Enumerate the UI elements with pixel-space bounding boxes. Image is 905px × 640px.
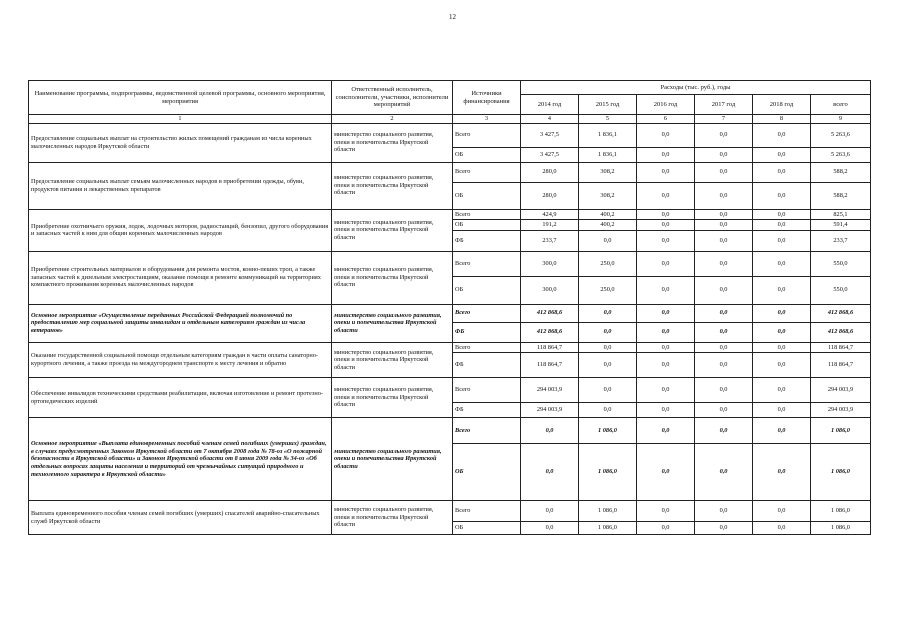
executor: министерство социального развития, опеки и попечительства Иркутской области xyxy=(332,162,453,209)
year-value: 0,0 xyxy=(753,230,811,251)
column-number: 6 xyxy=(637,115,695,124)
total-value: 1 086,0 xyxy=(811,501,871,522)
year-value: 0,0 xyxy=(637,209,695,220)
year-value: 0,0 xyxy=(695,251,753,276)
year-value: 400,2 xyxy=(579,220,637,231)
total-value: 1 086,0 xyxy=(811,444,871,501)
year-value: 0,0 xyxy=(695,353,753,378)
funding-source: Всего xyxy=(453,378,521,403)
year-value: 1 086,0 xyxy=(579,522,637,535)
total-value: 412 868,6 xyxy=(811,304,871,322)
year-value: 0,0 xyxy=(637,378,695,403)
column-number: 7 xyxy=(695,115,753,124)
total-value: 550,0 xyxy=(811,251,871,276)
total-value: 825,1 xyxy=(811,209,871,220)
executor: министерство социального развития, опеки и попечительства Иркутской области xyxy=(332,304,453,342)
year-value: 0,0 xyxy=(695,123,753,147)
funding-source: ФБ xyxy=(453,403,521,418)
year-value: 424,9 xyxy=(521,209,579,220)
executor: министерство социального развития, опеки и попечительства Иркутской области xyxy=(332,501,453,535)
column-number: 9 xyxy=(811,115,871,124)
year-value: 0,0 xyxy=(579,304,637,322)
year-value: 0,0 xyxy=(753,501,811,522)
activity-name: Основное мероприятие «Выплата единовременных пособий членам семей погибших (умерших) граждан, в случаях предусмотренных Законом Иркутской области от 7 октября 2008 года № 78-оз «О пожарной безопасности в Иркутской области» и Законом Иркутской области от 8 июня 2009 года № 34-оз «Об отдельных вопросах защиты населения и территорий от чрезвычайных ситуаций природного и техногенного характера в Иркутской области» xyxy=(29,418,332,501)
year-value: 0,0 xyxy=(753,304,811,322)
year-value: 280,0 xyxy=(521,182,579,209)
funding-source: Всего xyxy=(453,209,521,220)
total-value: 294 003,9 xyxy=(811,403,871,418)
year-value: 0,0 xyxy=(695,501,753,522)
header-source: Источники финансирования xyxy=(453,81,521,115)
year-value: 0,0 xyxy=(579,342,637,353)
year-value: 0,0 xyxy=(637,182,695,209)
year-value: 0,0 xyxy=(753,123,811,147)
year-value: 0,0 xyxy=(637,342,695,353)
year-value: 0,0 xyxy=(695,230,753,251)
year-value: 0,0 xyxy=(753,147,811,162)
year-value: 0,0 xyxy=(753,251,811,276)
year-value: 0,0 xyxy=(753,444,811,501)
year-value: 0,0 xyxy=(753,276,811,304)
year-value: 0,0 xyxy=(637,403,695,418)
activity-name: Предоставление социальных выплат на строительство жилых помещений гражданам из числа коренных малочисленных народов Иркутской области xyxy=(29,123,332,162)
year-value: 412 868,6 xyxy=(521,304,579,322)
header-name: Наименование программы, подпрограммы, ведомственной целевой программы, основного мероприятия, мероприятия xyxy=(29,81,332,115)
total-value: 588,2 xyxy=(811,182,871,209)
header-expenses: Расходы (тыс. руб.), годы xyxy=(521,81,871,95)
funding-source: ФБ xyxy=(453,230,521,251)
funding-source: Всего xyxy=(453,342,521,353)
funding-source: ФБ xyxy=(453,322,521,342)
table-row xyxy=(29,251,871,276)
year-value: 0,0 xyxy=(637,418,695,444)
funding-source: Всего xyxy=(453,123,521,147)
column-number: 8 xyxy=(753,115,811,124)
year-value: 0,0 xyxy=(695,162,753,182)
year-value: 0,0 xyxy=(521,501,579,522)
year-value: 0,0 xyxy=(637,147,695,162)
year-value: 1 086,0 xyxy=(579,501,637,522)
year-value: 0,0 xyxy=(521,418,579,444)
year-value: 308,2 xyxy=(579,182,637,209)
executor: министерство социального развития, опеки и попечительства Иркутской области xyxy=(332,251,453,304)
year-value: 0,0 xyxy=(637,230,695,251)
total-value: 550,0 xyxy=(811,276,871,304)
table-row xyxy=(29,162,871,182)
year-value: 0,0 xyxy=(753,403,811,418)
total-value: 118 864,7 xyxy=(811,353,871,378)
table-row xyxy=(29,501,871,522)
year-value: 0,0 xyxy=(637,353,695,378)
year-value: 1 086,0 xyxy=(579,444,637,501)
year-value: 280,0 xyxy=(521,162,579,182)
year-value: 0,0 xyxy=(753,522,811,535)
total-value: 233,7 xyxy=(811,230,871,251)
table-body xyxy=(29,123,871,535)
executor: министерство социального развития, опеки и попечительства Иркутской области xyxy=(332,418,453,501)
year-value: 191,2 xyxy=(521,220,579,231)
year-value: 0,0 xyxy=(695,304,753,322)
column-number: 1 xyxy=(29,115,332,124)
year-value: 0,0 xyxy=(695,209,753,220)
year-value: 1 836,1 xyxy=(579,123,637,147)
total-value: 1 086,0 xyxy=(811,418,871,444)
funding-source: ОБ xyxy=(453,182,521,209)
year-value: 0,0 xyxy=(579,378,637,403)
year-value: 250,0 xyxy=(579,276,637,304)
executor: министерство социального развития, опеки и попечительства Иркутской области xyxy=(332,209,453,251)
executor: министерство социального развития, опеки и попечительства Иркутской области xyxy=(332,378,453,418)
year-value: 0,0 xyxy=(695,342,753,353)
year-value: 300,0 xyxy=(521,251,579,276)
header-year: 2016 год xyxy=(637,95,695,115)
year-value: 1 836,1 xyxy=(579,147,637,162)
year-value: 0,0 xyxy=(637,123,695,147)
year-value: 0,0 xyxy=(753,220,811,231)
year-value: 0,0 xyxy=(753,209,811,220)
year-value: 233,7 xyxy=(521,230,579,251)
total-value: 412 868,6 xyxy=(811,322,871,342)
funding-source: Всего xyxy=(453,418,521,444)
year-value: 118 864,7 xyxy=(521,353,579,378)
funding-source: Всего xyxy=(453,251,521,276)
year-value: 0,0 xyxy=(695,322,753,342)
year-value: 1 086,0 xyxy=(579,418,637,444)
year-value: 0,0 xyxy=(753,342,811,353)
funding-source: Всего xyxy=(453,162,521,182)
year-value: 0,0 xyxy=(579,230,637,251)
year-value: 0,0 xyxy=(637,444,695,501)
year-value: 300,0 xyxy=(521,276,579,304)
year-value: 0,0 xyxy=(753,182,811,209)
total-value: 5 263,6 xyxy=(811,123,871,147)
executor: министерство социального развития, опеки и попечительства Иркутской области xyxy=(332,342,453,378)
total-value: 5 263,6 xyxy=(811,147,871,162)
year-value: 0,0 xyxy=(695,182,753,209)
year-value: 0,0 xyxy=(637,276,695,304)
funding-source: ОБ xyxy=(453,522,521,535)
year-value: 0,0 xyxy=(637,322,695,342)
table-row xyxy=(29,378,871,403)
total-value: 1 086,0 xyxy=(811,522,871,535)
funding-source: ОБ xyxy=(453,444,521,501)
table-row xyxy=(29,304,871,322)
year-value: 3 427,5 xyxy=(521,147,579,162)
year-value: 400,2 xyxy=(579,209,637,220)
year-value: 118 864,7 xyxy=(521,342,579,353)
total-value: 118 864,7 xyxy=(811,342,871,353)
header-year: 2017 год xyxy=(695,95,753,115)
year-value: 0,0 xyxy=(637,522,695,535)
activity-name: Приобретение охотничьего оружия, лодок, лодочных моторов, радиостанций, бензопил, другого оборудования и запасных частей к ним для общин коренных малочисленных народов xyxy=(29,209,332,251)
funding-source: ОБ xyxy=(453,220,521,231)
year-value: 308,2 xyxy=(579,162,637,182)
total-value: 294 003,9 xyxy=(811,378,871,403)
year-value: 0,0 xyxy=(753,322,811,342)
year-value: 0,0 xyxy=(695,403,753,418)
table-row xyxy=(29,342,871,353)
funding-source: ОБ xyxy=(453,147,521,162)
year-value: 0,0 xyxy=(579,322,637,342)
year-value: 0,0 xyxy=(637,304,695,322)
table-row xyxy=(29,418,871,444)
header-year: 2015 год xyxy=(579,95,637,115)
header-year: 2018 год xyxy=(753,95,811,115)
year-value: 0,0 xyxy=(695,147,753,162)
year-value: 0,0 xyxy=(579,403,637,418)
column-number: 2 xyxy=(332,115,453,124)
funding-source: ФБ xyxy=(453,353,521,378)
year-value: 3 427,5 xyxy=(521,123,579,147)
total-value: 588,2 xyxy=(811,162,871,182)
year-value: 0,0 xyxy=(521,444,579,501)
funding-source: Всего xyxy=(453,304,521,322)
year-value: 0,0 xyxy=(695,418,753,444)
year-value: 0,0 xyxy=(637,162,695,182)
year-value: 0,0 xyxy=(695,378,753,403)
year-value: 0,0 xyxy=(753,162,811,182)
page-number: 12 xyxy=(449,13,456,21)
activity-name: Оказание государственной социальной помощи отдельным категориям граждан в части оплаты санаторно-курортного лечения, а также проезда на междугороднем транспорте к месту лечения и обратно xyxy=(29,342,332,378)
table-row xyxy=(29,209,871,220)
column-number: 5 xyxy=(579,115,637,124)
activity-name: Основное мероприятие «Осуществление переданных Российской Федерацией полномочий по предоставлению мер социальной защиты инвалидам и отдельным категориям граждан из числа ветеранов» xyxy=(29,304,332,342)
column-number-row xyxy=(29,115,871,124)
funding-source: Всего xyxy=(453,501,521,522)
column-number: 3 xyxy=(453,115,521,124)
year-value: 0,0 xyxy=(753,378,811,403)
executor: министерство социального развития, опеки и попечительства Иркутской области xyxy=(332,123,453,162)
year-value: 0,0 xyxy=(579,353,637,378)
year-value: 0,0 xyxy=(637,220,695,231)
header-year: 2014 год xyxy=(521,95,579,115)
budget-table xyxy=(28,80,871,535)
year-value: 0,0 xyxy=(695,220,753,231)
year-value: 0,0 xyxy=(753,353,811,378)
activity-name: Приобретение строительных материалов и оборудования для ремонта мостов, конно-пеших троп, а также запасных частей к дизельным электростанциям, оказание помощи в ремонте коммуникаций на территориях компактного проживания коренных малочисленных народов xyxy=(29,251,332,304)
year-value: 0,0 xyxy=(637,501,695,522)
year-value: 0,0 xyxy=(695,444,753,501)
year-value: 0,0 xyxy=(753,418,811,444)
total-value: 591,4 xyxy=(811,220,871,231)
activity-name: Выплата единовременного пособия членам семей погибших (умерших) спасателей аварийно-спасательных служб Иркутской области xyxy=(29,501,332,535)
year-value: 412 868,6 xyxy=(521,322,579,342)
year-value: 0,0 xyxy=(695,276,753,304)
funding-source: ОБ xyxy=(453,276,521,304)
table-row xyxy=(29,123,871,147)
column-number: 4 xyxy=(521,115,579,124)
year-value: 0,0 xyxy=(521,522,579,535)
year-value: 0,0 xyxy=(695,522,753,535)
header-total: всего xyxy=(811,95,871,115)
year-value: 0,0 xyxy=(637,251,695,276)
header-executor: Ответственный исполнитель, соисполнители, участники, исполнители мероприятий xyxy=(332,81,453,115)
year-value: 250,0 xyxy=(579,251,637,276)
activity-name: Предоставление социальных выплат семьям малочисленных народов в приобретении одежды, обуви, продуктов питания и лекарственных препаратов xyxy=(29,162,332,209)
activity-name: Обеспечение инвалидов техническими средствами реабилитации, включая изготовление и ремонт протезно-ортопедических изделий xyxy=(29,378,332,418)
year-value: 294 003,9 xyxy=(521,403,579,418)
year-value: 294 003,9 xyxy=(521,378,579,403)
